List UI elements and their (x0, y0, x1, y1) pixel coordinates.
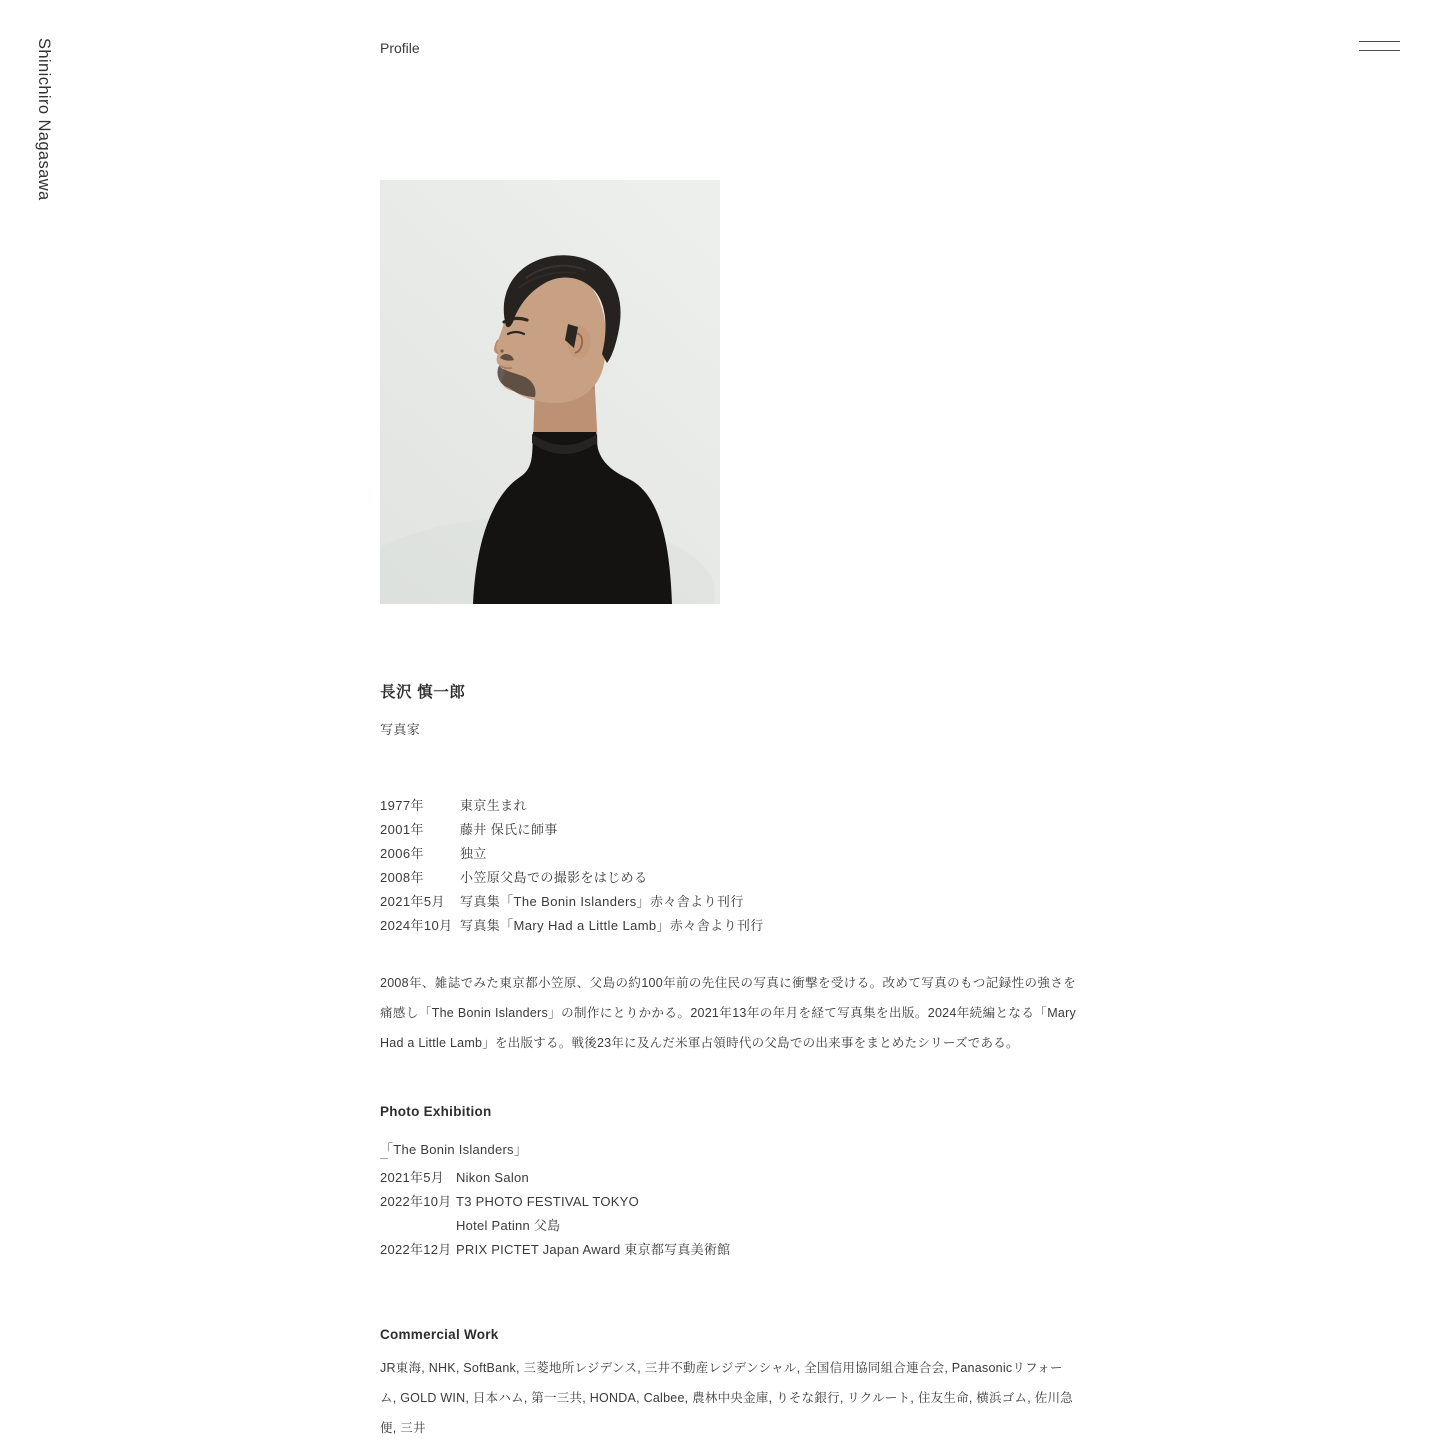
timeline-row (380, 794, 1080, 818)
menu-line (1359, 50, 1400, 52)
timeline-year: 2008年 (380, 870, 424, 885)
timeline-row (380, 842, 1080, 866)
menu-line (1359, 41, 1400, 43)
profile-name: 長沢 慎一郎 (380, 684, 466, 701)
timeline-desc: 藤井 保氏に師事 (460, 822, 558, 837)
timeline-row (380, 914, 1080, 938)
portrait-photo (380, 180, 720, 604)
exhibition-desc: T3 PHOTO FESTIVAL TOKYO (456, 1194, 639, 1209)
exhibition-year (380, 1214, 456, 1238)
timeline-row (380, 866, 1080, 890)
exhibition-desc: PRIX PICTET Japan Award 東京都写真美術館 (456, 1242, 731, 1257)
timeline-year: 2024年10月 (380, 918, 453, 933)
client-list: JR東海, NHK, SoftBank, 三菱地所レジデンス, 三井不動産レジデンシャル, 全国信用協同組合連合会, Panasonicリフォーム, GOLD WIN, 日本ハム, 第一三共, HONDA, Calbee, 農林中央金庫, りそな銀行, リクルート, 住友生命, 横浜ゴム, 佐川急便, 三井 (380, 1361, 1073, 1435)
series-dash-divider (380, 1158, 388, 1159)
exhibition-row (380, 1190, 1080, 1214)
timeline-desc: 独立 (460, 846, 487, 861)
biography-timeline (380, 794, 1080, 938)
timeline-year: 1977年 (380, 798, 424, 813)
timeline-desc: 東京生まれ (460, 798, 527, 813)
timeline-year: 2006年 (380, 846, 424, 861)
timeline-year: 2021年5月 (380, 894, 445, 909)
exhibition-row (380, 1238, 1080, 1262)
exhibition-series-title: 「The Bonin Islanders」 (380, 1142, 528, 1157)
portrait-illustration (380, 180, 720, 604)
exhibition-desc: Nikon Salon (456, 1170, 529, 1185)
exhibition-list (380, 1166, 1080, 1262)
timeline-row (380, 818, 1080, 842)
commercial-work-heading: Commercial Work (380, 1327, 499, 1342)
main-content (380, 0, 1080, 1435)
profile-occupation: 写真家 (380, 722, 421, 737)
timeline-year: 2001年 (380, 822, 424, 837)
nav-profile-link[interactable]: Profile (380, 40, 420, 56)
exhibition-year: 2022年12月 (380, 1242, 452, 1257)
site-brand[interactable]: Shinichiro Nagasawa (35, 38, 53, 201)
hamburger-menu-icon (1359, 41, 1400, 52)
exhibition-year: 2022年10月 (380, 1194, 452, 1209)
bio-paragraph: 2008年、雑誌でみた東京都小笠原、父島の約100年前の先住民の写真に衝撃を受ける。改めて写真のもつ記録性の強さを痛感し「The Bonin Islanders」の制作にとりかかる。2021年13年の年月を経て写真集を出版。2024年続編となる「Mary Had a Little Lamb」を出版する。戦後23年に及んだ米軍占領時代の父島での出来事をまとめたシリーズである。 (380, 976, 1076, 1050)
exhibition-year: 2021年5月 (380, 1170, 444, 1185)
timeline-desc: 写真集「Mary Had a Little Lamb」赤々舎より刊行 (460, 918, 764, 933)
photo-exhibition-heading: Photo Exhibition (380, 1104, 492, 1119)
exhibition-row (380, 1166, 1080, 1190)
timeline-row (380, 890, 1080, 914)
timeline-desc: 小笠原父島での撮影をはじめる (460, 870, 648, 885)
timeline-desc: 写真集「The Bonin Islanders」赤々舎より刊行 (460, 894, 744, 909)
exhibition-desc: Hotel Patinn 父島 (456, 1218, 561, 1233)
menu-button[interactable] (1359, 39, 1400, 53)
exhibition-row (380, 1214, 1080, 1238)
